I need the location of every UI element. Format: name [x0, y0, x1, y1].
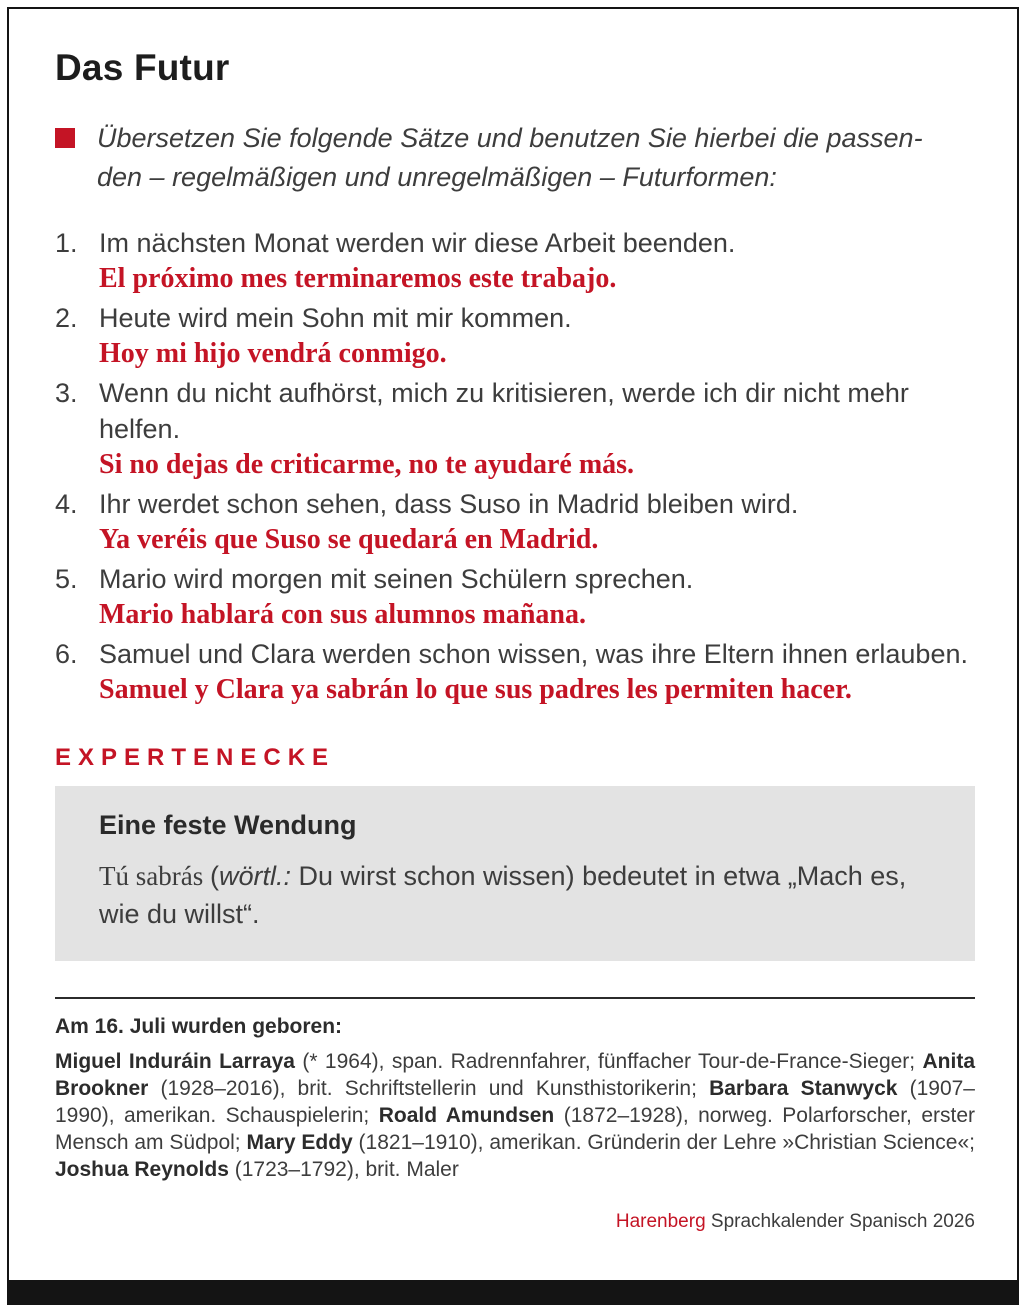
- exercise-texts: [99, 225, 975, 297]
- birthdays-text: Miguel Induráin Larraya (* 1964), span. Radrennfahrer, fünffacher Tour-de-France-Sieger; Anita Brookner (1928–2016), brit. Schriftstellerin und Kunsthistorikerin; Barbara Stanwyck (1907–1990), amerikan. Schauspielerin; Roald Amundsen (1872–1928), norweg. Polarforscher, erster Mensch am Südpol; Mary Eddy (1821–1910), amerikan. Gründerin der Lehre »Christian Science«; Joshua Reynolds (1723–1792), brit. Maler: [55, 1050, 976, 1181]
- exercise-item: [55, 561, 975, 633]
- exercise-item: [55, 300, 975, 372]
- exercise-item: [55, 486, 975, 558]
- exercise-number: 1.: [55, 228, 78, 258]
- german-sentence: Heute wird mein Sohn mit mir kommen.: [99, 303, 572, 333]
- instruction-line: Übersetzen Sie folgende Sätze und benutzen Sie hierbei die passen-: [97, 123, 923, 153]
- page-title: Das Futur: [55, 47, 230, 88]
- expertenecke-heading: EXPERTENECKE: [55, 744, 336, 771]
- spanish-answer: El próximo mes terminaremos este trabajo.: [99, 263, 617, 294]
- exercise-texts: [99, 561, 975, 633]
- spanish-answer: Mario hablará con sus alumnos mañana.: [99, 599, 586, 630]
- exercise-texts: [99, 636, 975, 708]
- german-sentence: Wenn du nicht aufhörst, mich zu kritisieren, werde ich dir nicht mehr helfen.: [99, 378, 909, 444]
- german-sentence: Mario wird morgen mit seinen Schülern sprechen.: [99, 564, 694, 594]
- instruction-block: [55, 119, 975, 197]
- instruction-line: den – regelmäßigen und unregelmäßigen – Futurformen:: [97, 162, 777, 192]
- expert-box: [55, 786, 975, 961]
- exercise-item: [55, 375, 975, 483]
- red-square-bullet: [55, 128, 75, 148]
- calendar-page: [7, 7, 1019, 1305]
- exercise-list: [55, 225, 975, 708]
- exercise-item: [55, 636, 975, 708]
- expert-box-title: Eine feste Wendung: [99, 810, 357, 840]
- expert-box-body: Tú sabrás (wörtl.: Du wirst schon wissen) bedeutet in etwa „Mach es, wie du willst“.: [99, 861, 907, 929]
- exercise-number: 4.: [55, 489, 78, 519]
- page-content: [9, 9, 1017, 1233]
- exercise-number: 6.: [55, 639, 78, 669]
- birthdays-heading: Am 16. Juli wurden geboren:: [55, 1015, 343, 1038]
- instruction-text: [97, 119, 923, 197]
- exercise-number: 3.: [55, 378, 78, 408]
- exercise-texts: [99, 375, 975, 483]
- exercise-item: [55, 225, 975, 297]
- brand-name: Harenberg: [615, 1211, 706, 1232]
- spanish-answer: Si no dejas de criticarme, no te ayudaré más.: [99, 449, 635, 480]
- german-sentence: Im nächsten Monat werden wir diese Arbeit beenden.: [99, 228, 736, 258]
- section-divider: [55, 997, 975, 999]
- footer: [55, 1211, 975, 1233]
- exercise-number: 5.: [55, 564, 78, 594]
- spanish-answer: Samuel y Clara ya sabrán lo que sus padres les permiten hacer.: [99, 674, 852, 705]
- exercise-texts: [99, 486, 975, 558]
- exercise-texts: [99, 300, 975, 372]
- spanish-answer: Hoy mi hijo vendrá conmigo.: [99, 338, 447, 369]
- footer-text: Sprachkalender Spanisch 2026: [705, 1211, 975, 1232]
- exercise-number: 2.: [55, 303, 78, 333]
- german-sentence: Ihr werdet schon sehen, dass Suso in Madrid bleiben wird.: [99, 489, 799, 519]
- spanish-answer: Ya veréis que Suso se quedará en Madrid.: [99, 524, 599, 555]
- german-sentence: Samuel und Clara werden schon wissen, was ihre Eltern ihnen erlauben.: [99, 639, 968, 669]
